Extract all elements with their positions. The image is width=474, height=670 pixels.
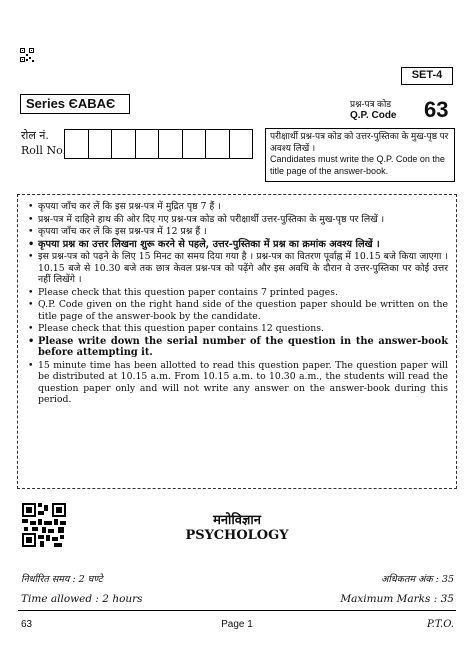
candidate-note-hindi: परीक्षार्थी प्रश्न-पत्र कोड को उत्तर-पुस्तिका के मुख-पृष्ठ पर अवश्य लिखें । bbox=[270, 131, 449, 153]
page-number: Page 1 bbox=[221, 619, 253, 630]
roll-number-cell[interactable] bbox=[64, 129, 89, 159]
instruction-item: • प्रश्न-पत्र में दाहिने हाथ की ओर दिए गए प्रश्न-पत्र कोड को परीक्षार्थी उत्तर-पुस्तिका के मुख-पृष्ठ पर लिखें । bbox=[26, 214, 448, 225]
time-allowed-hindi: निर्धारित समय : 2 घण्टे bbox=[21, 574, 103, 585]
roll-number-cell[interactable] bbox=[135, 129, 160, 159]
instruction-item: • Please check that this question paper contains 7 printed pages. bbox=[26, 287, 448, 298]
qp-code-label-hindi: प्रश्न-पत्र कोड bbox=[350, 99, 392, 109]
small-qr-code-icon bbox=[20, 48, 34, 62]
instruction-item: • इस प्रश्न-पत्र को पढ़ने के लिए 15 मिनट का समय दिया गया है । प्रश्न-पत्र का वितरण पूर्वाह्न में 10.15 बजे किया जाएगा । 10.15 बजे से 10.30 बजे तक छात्र केवल प्रश्न-पत्र को पढ़ेंगे और इस अवधि के दौरान वे उत्तर-पुस्तिका पर कोई उत्तर नहीं लिखेंगे । bbox=[26, 251, 448, 285]
subject-title-hindi: मनोविज्ञान bbox=[213, 513, 261, 528]
qp-code-value: 63 bbox=[424, 97, 449, 122]
instructions-list bbox=[26, 201, 448, 406]
qp-code-label bbox=[350, 98, 397, 122]
instruction-item: • 15 minute time has been allotted to read this question paper. The question paper will be distributed at 10.15 a.m. From 10.15 a.m. to 10.30 a.m., the students will read the question paper only and will not write any answer on the answer-book during this period. bbox=[26, 360, 448, 406]
candidate-note-box bbox=[265, 128, 455, 182]
roll-number-grid bbox=[65, 129, 253, 159]
maximum-marks-hindi: अधिकतम अंक : 35 bbox=[381, 574, 454, 585]
instruction-item: • Q.P. Code given on the right hand side of the question paper should be written on the title page of the answer-book by the candidate. bbox=[26, 299, 448, 322]
instruction-item: • Please check that this question paper contains 12 questions. bbox=[26, 323, 448, 334]
footer-code: 63 bbox=[21, 619, 33, 630]
roll-number-cell[interactable] bbox=[111, 129, 136, 159]
instructions-box bbox=[17, 194, 457, 489]
roll-number-label-english: Roll No. bbox=[21, 144, 66, 157]
pto-label: P.T.O. bbox=[426, 619, 454, 630]
maximum-marks-english: Maximum Marks : 35 bbox=[340, 593, 454, 605]
footer-divider bbox=[18, 610, 456, 611]
roll-number-cell[interactable] bbox=[182, 129, 207, 159]
roll-number-label-hindi: रोल नं. bbox=[21, 129, 49, 142]
instruction-item: • कृपया जाँच कर लें कि इस प्रश्न-पत्र में मुद्रित पृष्ठ 7 हैं । bbox=[26, 201, 448, 212]
time-allowed-english: Time allowed : 2 hours bbox=[21, 593, 143, 605]
set-label: SET-4 bbox=[401, 67, 453, 85]
roll-number-cell[interactable] bbox=[158, 129, 183, 159]
qp-code-label-english: Q.P. Code bbox=[350, 110, 397, 121]
instruction-item: • कृपया प्रश्न का उत्तर लिखना शुरू करने से पहले, उत्तर-पुस्तिका में प्रश्न का क्रमांक अवश्य लिखें । bbox=[26, 239, 448, 250]
candidate-note-english: Candidates must write the Q.P. Code on the title page of the answer-book. bbox=[270, 154, 445, 176]
roll-number-cell[interactable] bbox=[88, 129, 113, 159]
roll-number-cell[interactable] bbox=[205, 129, 230, 159]
series-label: Series ЄABAЄ bbox=[20, 94, 130, 114]
instruction-item: • कृपया जाँच कर लें कि इस प्रश्न-पत्र में 12 प्रश्न हैं । bbox=[26, 226, 448, 237]
instruction-item: • Please write down the serial number of the question in the answer-book before attempting it. bbox=[26, 336, 448, 359]
subject-title-english: PSYCHOLOGY bbox=[185, 528, 289, 543]
roll-number-cell[interactable] bbox=[229, 129, 254, 159]
roll-number-label bbox=[21, 128, 66, 158]
